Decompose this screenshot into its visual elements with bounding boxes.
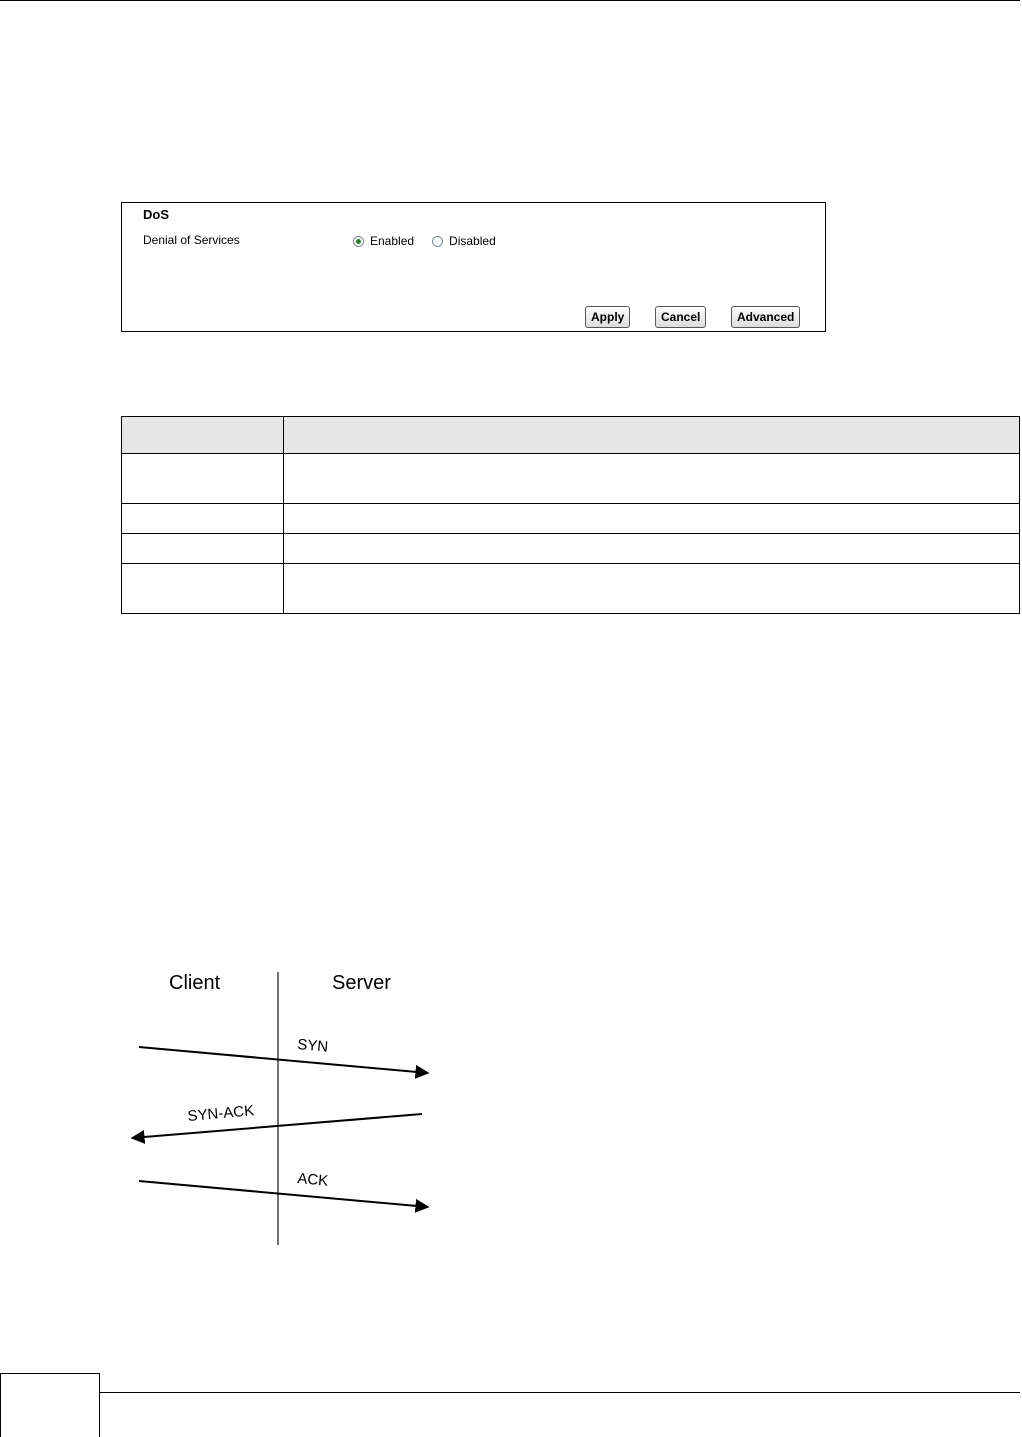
syn-arrow: [139, 1047, 428, 1073]
table-row: [122, 564, 1020, 614]
disabled-label: Disabled: [449, 234, 496, 248]
enabled-radio[interactable]: [353, 236, 364, 247]
table-cell: [284, 534, 1020, 564]
syn-label: SYN: [296, 1036, 329, 1056]
enabled-option[interactable]: [353, 234, 414, 248]
ack-arrow: [139, 1181, 428, 1207]
apply-button[interactable]: Apply: [585, 306, 630, 328]
disabled-option[interactable]: [432, 234, 496, 248]
table-header-row: [122, 417, 1020, 454]
panel-title: DoS: [143, 207, 169, 222]
table-row: [122, 534, 1020, 564]
table-cell: [122, 454, 284, 504]
field-table: [121, 416, 1020, 614]
handshake-diagram: [120, 960, 440, 1250]
denial-of-services-label: Denial of Services: [143, 233, 240, 247]
header-rule: [0, 0, 1020, 1]
table-cell: [284, 504, 1020, 534]
table-cell: [122, 504, 284, 534]
disabled-radio[interactable]: [432, 236, 443, 247]
client-label: Client: [169, 972, 221, 994]
dos-panel: [121, 202, 826, 332]
table-cell: [284, 454, 1020, 504]
enabled-label: Enabled: [370, 234, 415, 248]
page-number-box: [0, 1373, 100, 1437]
dos-radio-group: [353, 234, 514, 248]
table-row: [122, 504, 1020, 534]
cancel-button[interactable]: Cancel: [655, 306, 706, 328]
footer-rule: [100, 1392, 1020, 1393]
table-cell: [284, 564, 1020, 614]
syn-ack-label: SYN-ACK: [186, 1102, 255, 1125]
table-header-cell: [284, 417, 1020, 454]
table-cell: [122, 564, 284, 614]
ack-label: ACK: [296, 1170, 329, 1190]
table-header-cell: [122, 417, 284, 454]
server-label: Server: [332, 972, 391, 994]
advanced-button[interactable]: Advanced: [731, 306, 800, 328]
table-cell: [122, 534, 284, 564]
table-row: [122, 454, 1020, 504]
syn-ack-arrow: [132, 1114, 422, 1138]
